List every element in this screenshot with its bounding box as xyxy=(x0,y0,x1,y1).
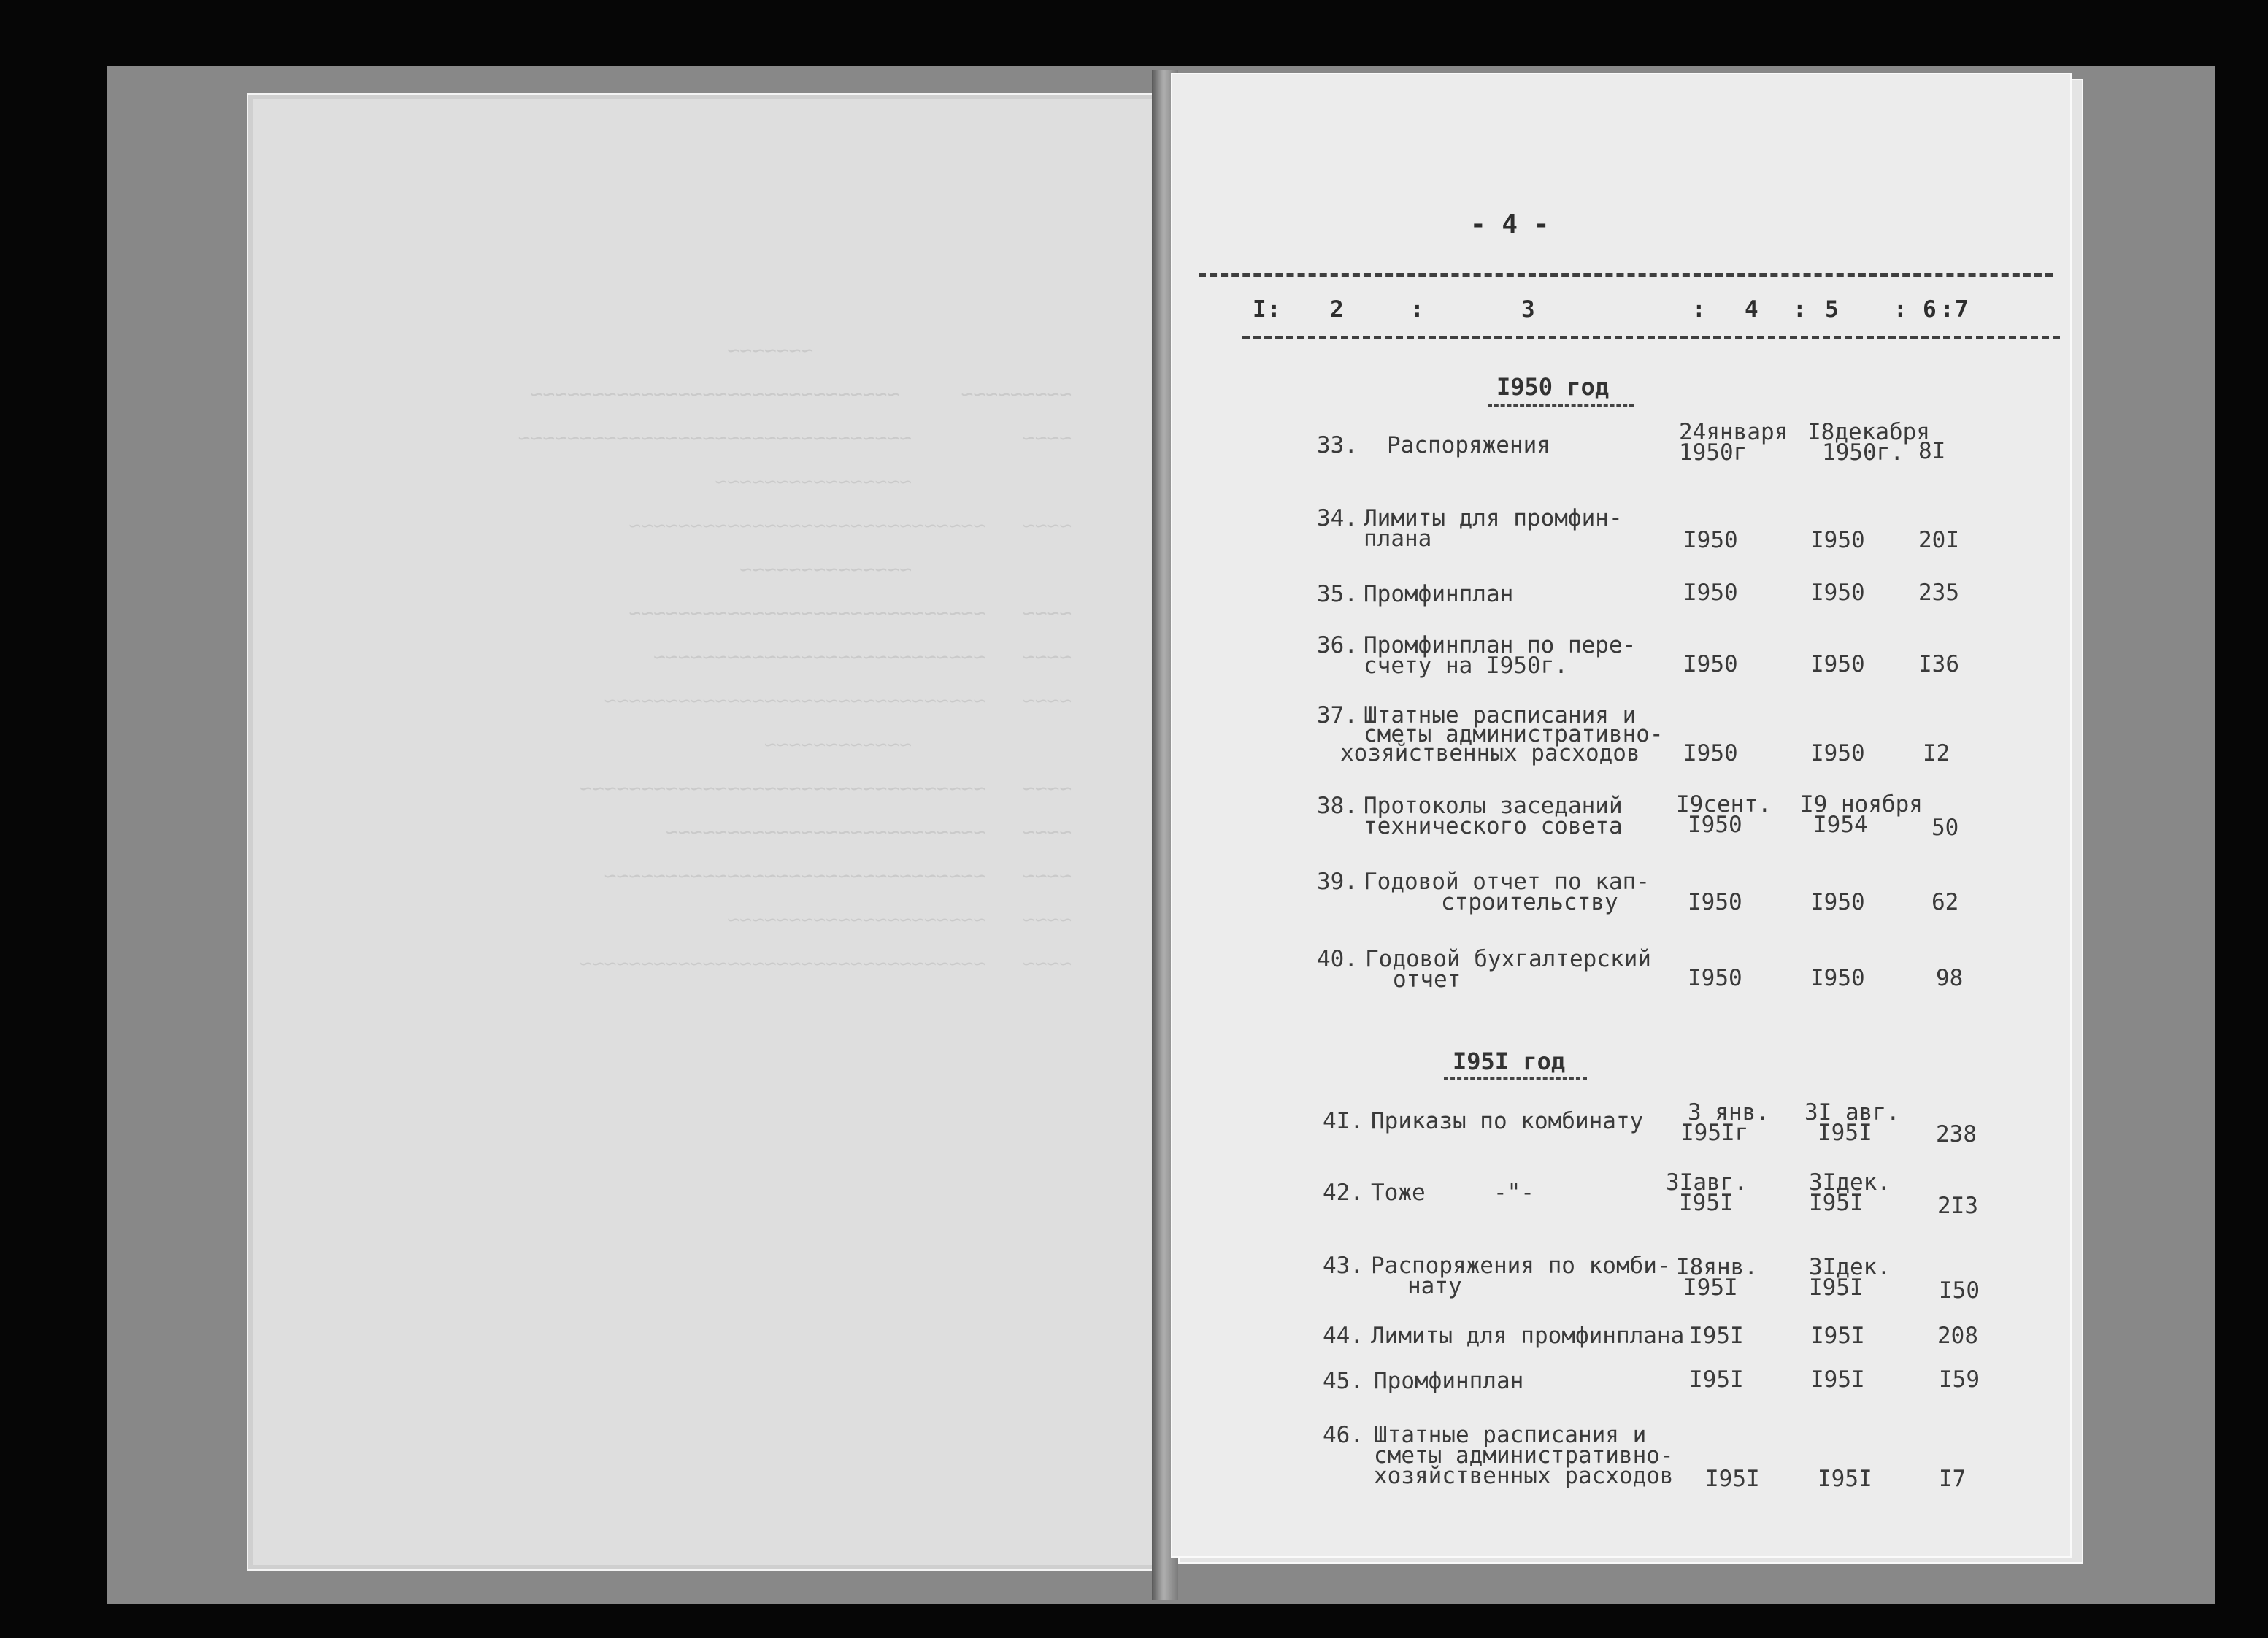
row-end-date: 3I авг. xyxy=(1804,1099,1900,1126)
row-title: счету на I950г. xyxy=(1364,653,1568,679)
row-start-date: I9сент. xyxy=(1676,791,1772,818)
row-start-date: I950 xyxy=(1688,812,1742,838)
row-title: Лимиты для промфинплана xyxy=(1371,1323,1685,1349)
row-sheets: 238 xyxy=(1936,1121,1977,1147)
header-sep: : xyxy=(1267,296,1281,323)
row-start-date: I950 xyxy=(1688,889,1742,915)
row-title: Годовой отчет по кап- xyxy=(1364,869,1650,895)
page-number: - 4 - xyxy=(1470,209,1550,239)
row-end-date: I950 xyxy=(1810,651,1865,677)
row-end-date: 3Iдек. xyxy=(1809,1254,1891,1280)
row-start-date: 3Iавг. xyxy=(1666,1169,1748,1196)
row-title: Приказы по комбинату xyxy=(1371,1108,1644,1134)
row-number: 33. xyxy=(1317,432,1358,458)
left-page-blank xyxy=(247,93,1164,1571)
row-title: Тоже -"- xyxy=(1371,1180,1534,1206)
row-sheets: 50 xyxy=(1931,815,1959,841)
row-start-date: I950 xyxy=(1683,527,1738,553)
row-start-date: I95I xyxy=(1705,1466,1760,1492)
row-end-date: I950 xyxy=(1810,580,1865,606)
year-underline xyxy=(1488,404,1634,407)
row-sheets: 98 xyxy=(1936,965,1964,991)
row-title: плана xyxy=(1364,526,1432,552)
row-end-date: I950 xyxy=(1810,740,1865,766)
header-sep: : xyxy=(1692,296,1706,323)
header-col-6: 6 xyxy=(1923,296,1937,323)
row-start-date: I8янв. xyxy=(1676,1254,1758,1280)
row-start-date: I95I xyxy=(1689,1366,1744,1393)
row-start-date: I95I xyxy=(1683,1274,1738,1301)
row-end-date: I95I xyxy=(1809,1190,1864,1216)
row-number: 42. xyxy=(1323,1180,1364,1206)
row-end-date: 3Iдек. xyxy=(1809,1169,1891,1196)
header-col-1: I xyxy=(1253,296,1266,323)
header-rule-bottom xyxy=(1242,336,2060,339)
row-number: 45. xyxy=(1323,1368,1364,1394)
header-sep: : xyxy=(1940,296,1954,323)
row-start-date: 24января xyxy=(1679,419,1788,445)
row-sheets: 235 xyxy=(1918,580,1959,606)
row-sheets: I59 xyxy=(1939,1366,1980,1393)
row-start-date: I95I xyxy=(1679,1190,1734,1216)
row-end-date: I95I xyxy=(1810,1323,1865,1349)
row-end-date: I9 ноября xyxy=(1800,791,1923,818)
row-start-date: I95Iг xyxy=(1680,1120,1749,1146)
header-col-5: 5 xyxy=(1825,296,1839,323)
row-title: Промфинплан по пере- xyxy=(1364,632,1637,658)
row-end-date: I950 xyxy=(1810,965,1865,991)
header-col-3: 3 xyxy=(1521,296,1535,323)
row-number: 44. xyxy=(1323,1323,1364,1349)
row-number: 35. xyxy=(1317,581,1358,607)
bleed-through-text: ~~~~~~~ ~~~~~~~~~ ~~~~~~~~~~~~~~~~~~~~~~~~~~~~~~ ~~~~ ~~~~~~~~~~~~~~~~~~~~~~~~~~~~~~~~ ~~~~~~~~~~~~~~~~ ~~~~ ~~~~~~~~~~~~~~~~~~~~~~~~~~~~~ ~~~~~~~~~~~~~~ ~~~~ ~~~~~~~~~~~~~~~~~~~~~~~~~~~~~ ~~~~ ~~~~~~~~~~~~~~~~~~~~~~~~~~~ ~~~~ ~~~~~~~~~~~~~~~~~~~~~~~~~~~~~~~ ~~~~~~~~~~~~ ~~~~ ~~~~~~~~~~~~~~~~~~~~~~~~~~~~~~~~~ ~~~~ ~~~~~~~~~~~~~~~~~~~~~~~~~~ ~~~~ ~~~~~~~~~~~~~~~~~~~~~~~~~~~~~~~ ~~~~ ~~~~~~~~~~~~~~~~~~~~~ ~~~~ ~~~~~~~~~~~~~~~~~~~~~~~~~~~~~~~~~ xyxy=(518,338,1072,975)
row-end-date: I950 xyxy=(1810,889,1865,915)
row-start-date: I950 xyxy=(1683,651,1738,677)
row-title: технического совета xyxy=(1364,813,1623,839)
header-sep: : xyxy=(1793,296,1807,323)
row-end-date: I950 xyxy=(1810,527,1865,553)
row-number: 34. xyxy=(1317,505,1358,531)
row-title: строительству xyxy=(1441,889,1618,915)
header-col-2: 2 xyxy=(1330,296,1344,323)
row-start-date: I950 xyxy=(1683,740,1738,766)
row-title: Распоряжения xyxy=(1387,432,1550,458)
row-sheets: I36 xyxy=(1918,651,1959,677)
row-number: 43. xyxy=(1323,1253,1364,1279)
row-start-date: 3 янв. xyxy=(1688,1099,1769,1126)
row-end-date: I95I xyxy=(1809,1274,1864,1301)
row-title: Промфинплан xyxy=(1374,1368,1524,1394)
row-sheets: 208 xyxy=(1937,1323,1978,1349)
row-end-date: 1950г. xyxy=(1822,439,1904,466)
row-title: Штатные расписания и xyxy=(1364,702,1637,728)
row-start-date: 1950г xyxy=(1679,439,1748,466)
row-title: сметы административно- xyxy=(1374,1442,1674,1469)
row-number: 37. xyxy=(1317,702,1358,728)
row-end-date: I8декабря xyxy=(1807,419,1930,445)
right-page xyxy=(1171,73,2072,1558)
row-number: 40. xyxy=(1317,946,1358,972)
row-number: 46. xyxy=(1323,1422,1364,1448)
row-sheets: 8I xyxy=(1918,438,1946,464)
row-end-date: I95I xyxy=(1818,1466,1872,1492)
row-start-date: I950 xyxy=(1688,965,1742,991)
row-sheets: 62 xyxy=(1931,889,1959,915)
header-col-7: 7 xyxy=(1955,296,1969,323)
row-end-date: I95I xyxy=(1818,1120,1872,1146)
row-title: нату xyxy=(1407,1273,1462,1299)
row-title: Протоколы заседаний xyxy=(1364,793,1623,819)
row-end-date: I954 xyxy=(1813,812,1868,838)
year-underline xyxy=(1444,1077,1587,1080)
row-sheets: I7 xyxy=(1939,1466,1967,1492)
row-sheets: I50 xyxy=(1939,1277,1980,1304)
row-title: сметы административно- xyxy=(1364,721,1664,747)
row-title: Распоряжения по комби- xyxy=(1371,1253,1671,1279)
row-title: Штатные расписания и xyxy=(1374,1422,1647,1448)
row-sheets: 20I xyxy=(1918,527,1959,553)
header-sep: : xyxy=(1410,296,1424,323)
row-title: Лимиты для промфин- xyxy=(1364,505,1623,531)
row-sheets: 2I3 xyxy=(1937,1193,1978,1219)
row-title: хозяйственных расходов xyxy=(1374,1463,1674,1489)
row-start-date: I95I xyxy=(1689,1323,1744,1349)
row-title: Промфинплан xyxy=(1364,581,1514,607)
row-number: 4I. xyxy=(1323,1108,1364,1134)
row-number: 39. xyxy=(1317,869,1358,895)
row-end-date: I95I xyxy=(1810,1366,1865,1393)
year-heading-1951: I95I год xyxy=(1453,1047,1566,1075)
header-col-4: 4 xyxy=(1745,296,1758,323)
row-sheets: I2 xyxy=(1923,740,1950,766)
row-title: отчет xyxy=(1393,966,1461,993)
row-number: 38. xyxy=(1317,793,1358,819)
row-title: Годовой бухгалтерский xyxy=(1365,946,1651,972)
row-number: 36. xyxy=(1317,632,1358,658)
header-rule-top xyxy=(1199,273,2053,277)
row-start-date: I950 xyxy=(1683,580,1738,606)
header-sep: : xyxy=(1894,296,1907,323)
row-title: хозяйственных расходов xyxy=(1340,740,1640,766)
year-heading-1950: I950 год xyxy=(1496,373,1610,401)
